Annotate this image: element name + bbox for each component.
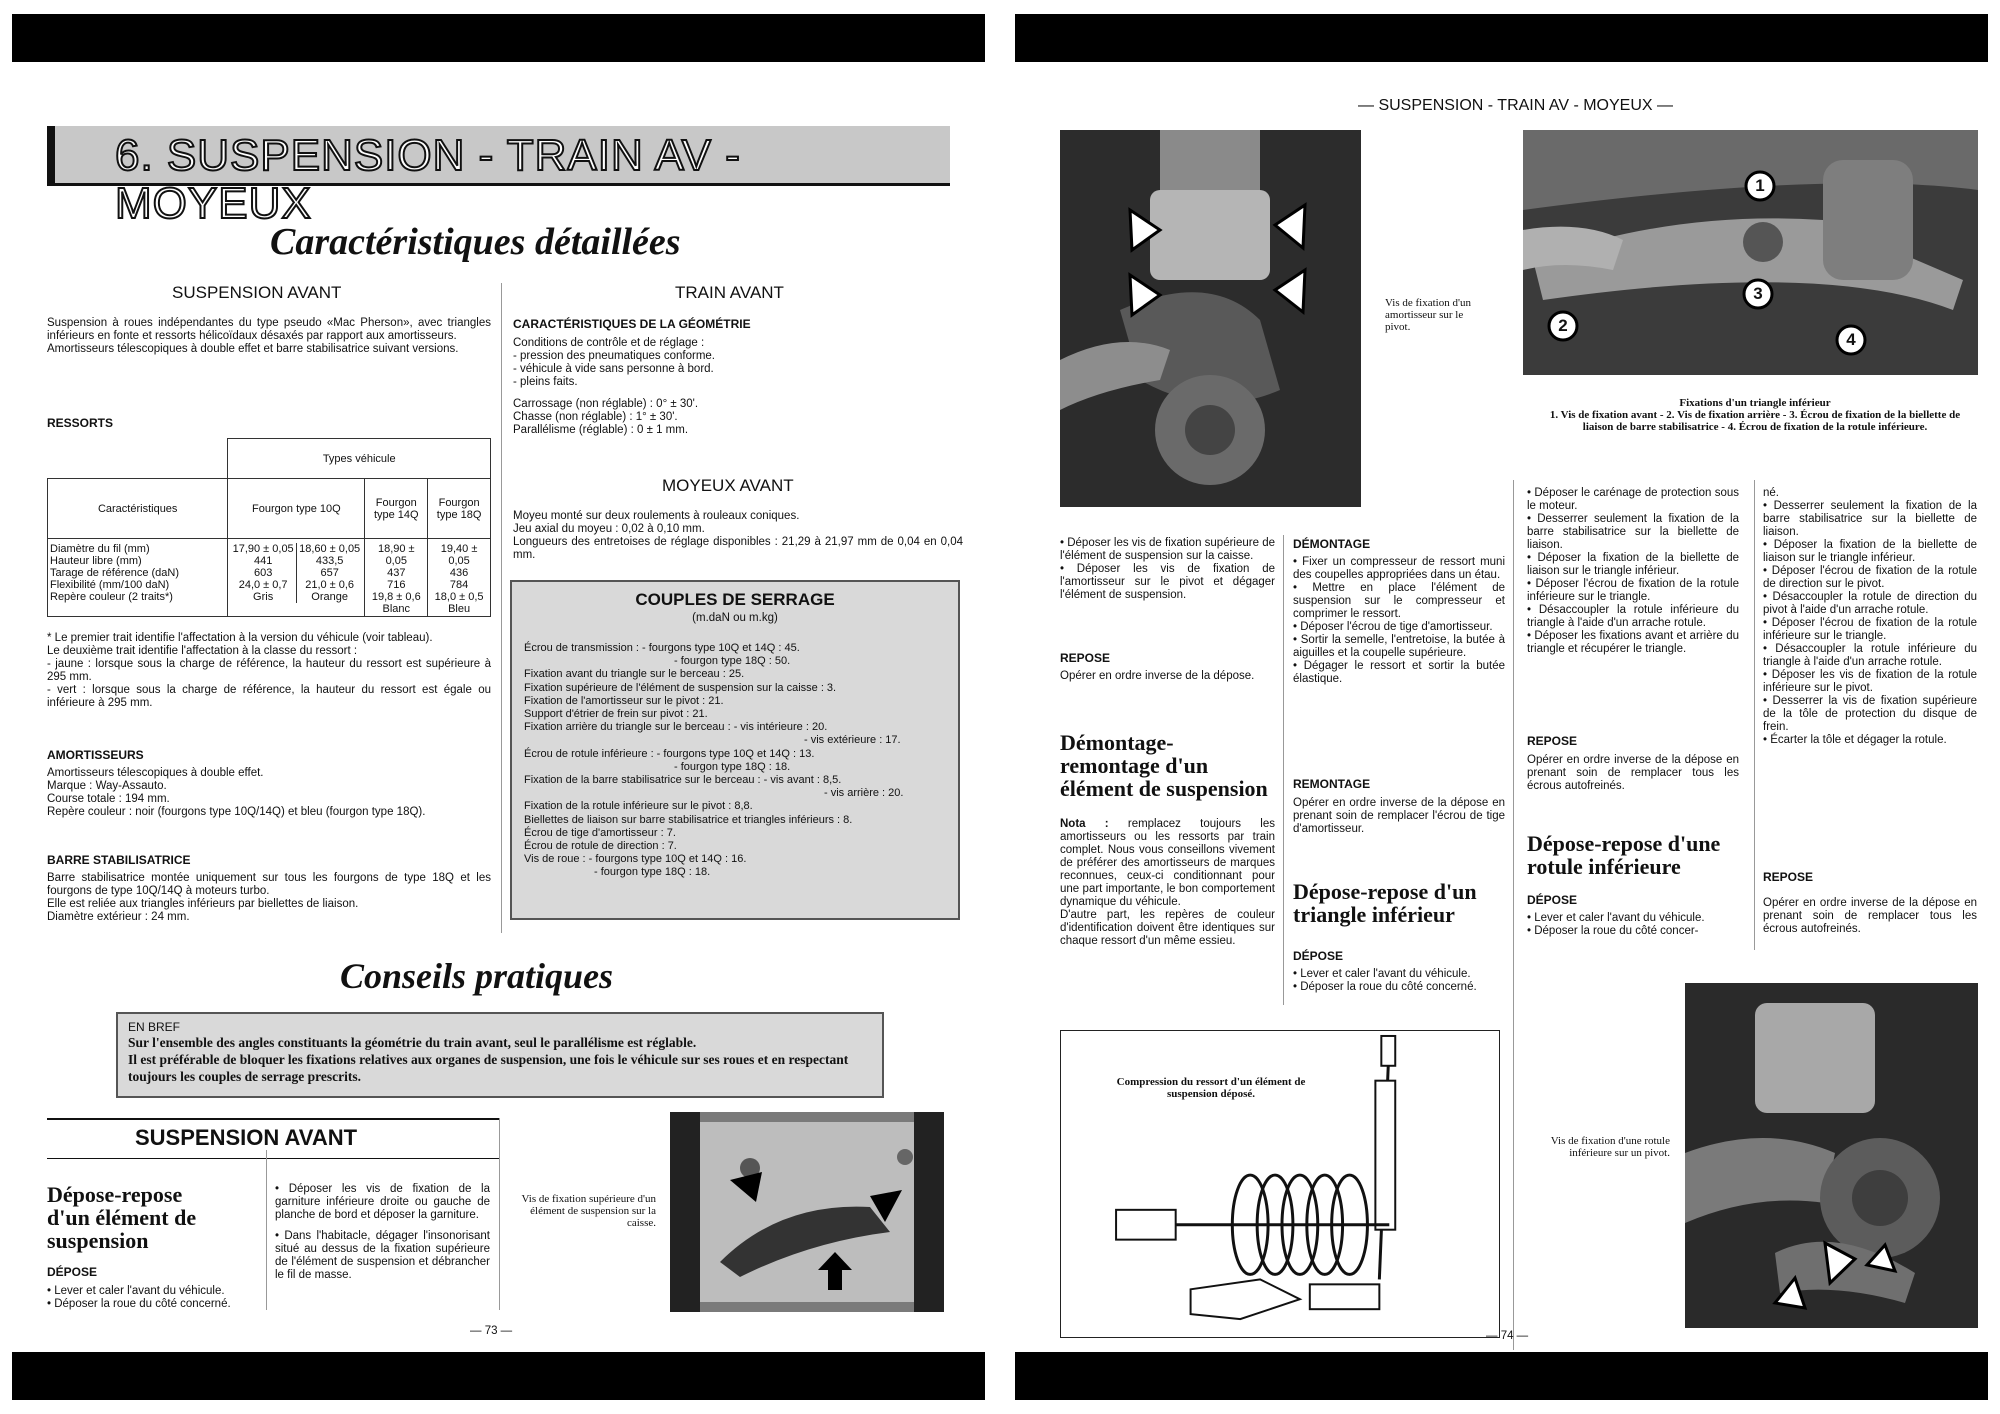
cell: 24,0 ± 0,7 bbox=[238, 579, 288, 591]
photo-rotule-illustration bbox=[1685, 983, 1978, 1328]
callout-label-4: 4 bbox=[1846, 330, 1856, 349]
column-divider-2 bbox=[266, 1150, 267, 1310]
couple-line: Écrou de rotule inférieure : - fourgons type 10Q et 14Q : 13. bbox=[524, 747, 815, 760]
couple-line: Fixation arrière du triangle sur le berceau : - vis intérieure : 20. bbox=[524, 721, 828, 734]
suspension-intro bbox=[47, 317, 491, 356]
step: né. bbox=[1763, 487, 1779, 499]
nota-text bbox=[1060, 818, 1275, 948]
step: • Déposer les vis de fixation de l'amortisseur sur le pivot et dégager l'élément de suspension. bbox=[1060, 563, 1275, 601]
geometrie-title: CARACTÉRISTIQUES DE LA GÉOMÉTRIE bbox=[513, 317, 751, 331]
triangle-depose-steps bbox=[1293, 968, 1505, 994]
intro-text-2: Amortisseurs télescopiques à double effet et barre stabilisatrice suivant versions. bbox=[47, 343, 459, 355]
cell: 18,90 ± 0,05 bbox=[377, 543, 415, 567]
step: • Déposer les fixations avant et arrière du triangle et récupérer le triangle. bbox=[1527, 630, 1739, 655]
geo-line: Conditions de contrôle et de réglage : bbox=[513, 337, 705, 349]
cell: 436 bbox=[449, 567, 469, 579]
remontage-text: Opérer en ordre inverse de la dépose en prenant soin de remplacer l'écrou de tige d'amortisseur. bbox=[1293, 797, 1505, 835]
col-18q: Fourgon type 18Q bbox=[428, 479, 491, 539]
right-col4-steps bbox=[1763, 487, 1977, 747]
step: • Lever et caler l'avant du véhicule. bbox=[1293, 968, 1471, 980]
couple-line: - vis arrière : 20. bbox=[824, 787, 904, 800]
step: • Désaccoupler la rotule inférieure du triangle à l'aide d'un arrache rotule. bbox=[1527, 604, 1739, 629]
cell: 19,8 ± 0,6 bbox=[371, 591, 421, 603]
heading-conseils: Conseils pratiques bbox=[340, 956, 614, 996]
top-black-bar-left bbox=[12, 14, 985, 62]
caption-title: Fixations d'un triangle inférieur bbox=[1679, 397, 1831, 409]
right-header: — SUSPENSION - TRAIN AV - MOYEUX — bbox=[1358, 97, 1674, 114]
demontage-steps bbox=[1293, 556, 1505, 686]
depose-label: DÉPOSE bbox=[47, 1265, 98, 1279]
chapter-banner-title: 6. SUSPENSION - TRAIN AV - MOYEUX bbox=[115, 131, 741, 228]
barre-line: Diamètre extérieur : 24 mm. bbox=[47, 911, 190, 923]
table-blank-corner bbox=[48, 439, 228, 479]
cell: 433,5 bbox=[315, 555, 344, 567]
couple-line: Fixation supérieure de l'élément de suspension sur la caisse : 3. bbox=[524, 681, 837, 694]
cell: 437 bbox=[387, 567, 406, 579]
cell: 441 bbox=[253, 555, 273, 567]
amort-line: Repère couleur : noir (fourgons type 10Q/14Q) et bleu (fourgon type 18Q). bbox=[47, 806, 426, 818]
en-bref-line1: Sur l'ensemble des angles constituants la géométrie du train avant, seul le parallélisme est réglable. bbox=[128, 1035, 697, 1050]
amort-line: Amortisseurs télescopiques à double effet. bbox=[47, 767, 264, 779]
depose-repose-element-title: Dépose-repose d'un élément de suspension bbox=[47, 1182, 197, 1253]
step: • Dans l'habitacle, dégager l'insonorisant situé au dessus de la fixation supérieure de l'élément de suspension et débrancher le fil de masse. bbox=[275, 1230, 490, 1281]
spring-compression-diagram bbox=[1060, 1030, 1500, 1338]
cell: 19,40 ± 0,05 bbox=[440, 543, 478, 567]
row-label: Diamètre du fil (mm) bbox=[50, 543, 150, 555]
demontage-label: DÉMONTAGE bbox=[1293, 537, 1371, 551]
cell: Gris bbox=[253, 591, 274, 603]
step: • Déposer la roue du côté concer- bbox=[1527, 925, 1699, 937]
photo-triangle-caption bbox=[1535, 397, 1975, 433]
couples-list bbox=[524, 642, 949, 880]
right-col3-steps bbox=[1527, 487, 1739, 656]
couple-line: Fixation avant du triangle sur le berceau : 25. bbox=[524, 668, 745, 681]
right-divider-2 bbox=[1513, 480, 1514, 1350]
top-black-bar-right bbox=[1015, 14, 1988, 62]
cell: 17,90 ± 0,05 bbox=[232, 543, 294, 555]
ressorts-table bbox=[47, 438, 491, 617]
col-18q-values bbox=[428, 539, 491, 617]
step: • Déposer l'écrou de fixation de la rotule inférieure sur le triangle. bbox=[1527, 578, 1739, 603]
couple-line: - fourgon type 18Q : 18. bbox=[594, 866, 711, 879]
step: • Desserrer seulement la fixation de la barre stabilisatrice sur la biellette de liaison. bbox=[1763, 500, 1977, 538]
intro-text: Suspension à roues indépendantes du type pseudo «Mac Pherson», avec triangles inférieurs en fonte et ressorts hélicoïdaux désaxés par rapport aux amortisseurs. bbox=[47, 317, 491, 342]
step: • Déposer la fixation de la biellette de liaison sur le triangle inférieur. bbox=[1527, 552, 1739, 577]
callout-label-1: 1 bbox=[1755, 176, 1765, 195]
heading-caracteristiques: Caractéristiques détaillées bbox=[270, 221, 681, 263]
repose-label-4: REPOSE bbox=[1763, 870, 1814, 884]
moyeux-line: Moyeu monté sur deux roulements à rouleaux coniques. bbox=[513, 510, 800, 522]
step: • Déposer l'écrou de fixation de la rotule inférieure sur le triangle. bbox=[1763, 617, 1977, 642]
column-divider bbox=[501, 283, 502, 933]
repose-text-4: Opérer en ordre inverse de la dépose en prenant soin de remplacer tous les écrous autofreinés. bbox=[1763, 897, 1977, 935]
couple-line: - fourgon type 18Q : 18. bbox=[674, 760, 791, 773]
note: Le deuxième trait identifie l'affectation à la classe du ressort : bbox=[47, 645, 358, 657]
cell: 603 bbox=[253, 567, 273, 579]
couple-line: Vis de roue : - fourgons type 10Q et 14Q : 16. bbox=[524, 853, 747, 866]
nota-paragraph-2: D'autre part, les repères de couleur d'identification doivent être identiques sur chaque ressort d'un même essieu. bbox=[1060, 909, 1275, 947]
couple-line: Fixation de la rotule inférieure sur le pivot : 8,8. bbox=[524, 800, 753, 813]
step: • Lever et caler l'avant du véhicule. bbox=[1527, 912, 1705, 924]
chapter-banner bbox=[47, 126, 950, 228]
remontage-label: REMONTAGE bbox=[1293, 777, 1371, 791]
amort-line: Course totale : 194 mm. bbox=[47, 793, 170, 805]
barre-line: Barre stabilisatrice montée uniquement sur tous les fourgons de type 18Q et les fourgons de type 10Q/14Q à moteurs turbo. bbox=[47, 872, 491, 897]
geometrie-text bbox=[513, 337, 963, 437]
step: • Desserrer la vis de fixation supérieure de la tôle de protection du disque de frein. bbox=[1763, 695, 1977, 733]
moyeux-avant-title: MOYEUX AVANT bbox=[662, 476, 794, 495]
suspension-avant-title-2: SUSPENSION AVANT bbox=[135, 1125, 358, 1150]
middle-steps bbox=[275, 1183, 490, 1282]
right-divider-3 bbox=[1754, 480, 1755, 950]
step: • Déposer la roue du côté concerné. bbox=[1293, 981, 1477, 993]
callout-label-2: 2 bbox=[1558, 316, 1568, 335]
cell: 18,0 ± 0,5 bbox=[434, 591, 484, 603]
couple-line: - vis extérieure : 17. bbox=[804, 734, 901, 747]
geo-line: - pleins faits. bbox=[513, 376, 578, 388]
row-labels-cell bbox=[48, 539, 228, 617]
col-10q-values bbox=[228, 539, 365, 617]
cell: 716 bbox=[387, 579, 406, 591]
step: • Déposer l'écrou de tige d'amortisseur. bbox=[1293, 621, 1493, 633]
repose-text-3: Opérer en ordre inverse de la dépose en prenant soin de remplacer tous les écrous autofreinés. bbox=[1527, 754, 1739, 792]
step: • Fixer un compresseur de ressort muni des coupelles appropriées dans un étau. bbox=[1293, 556, 1505, 581]
couple-line: Biellettes de liaison sur barre stabilisatrice et triangles inférieurs : 8. bbox=[524, 813, 853, 826]
right-divider-1 bbox=[1283, 535, 1284, 1005]
cell: Bleu bbox=[448, 603, 471, 615]
geo-line: Chasse (non réglable) : 1° ± 30'. bbox=[513, 411, 678, 423]
rotule-depose-steps bbox=[1527, 912, 1739, 938]
cell: 18,60 ± 0,05 bbox=[299, 543, 361, 555]
depose-steps bbox=[47, 1285, 262, 1311]
bottom-black-bar-right bbox=[1015, 1352, 1988, 1400]
col-14q: Fourgon type 14Q bbox=[365, 479, 428, 539]
demontage-title: Démontage-remontage d'un élément de suspension bbox=[1060, 730, 1268, 801]
note: - jaune : lorsque sous la charge de référence, la hauteur du ressort est supérieure à 295 mm. bbox=[47, 658, 491, 683]
photo-amortisseur-pivot bbox=[1060, 130, 1361, 507]
caption-text: 1. Vis de fixation avant - 2. Vis de fixation arrière - 3. Écrou de fixation de la biellette de liaison de barre stabilisatrice - 4. Écrou de fixation de la rotule inférieure. bbox=[1549, 409, 1961, 433]
photo-upper-fixation bbox=[670, 1112, 944, 1312]
col-caracteristiques: Caractéristiques bbox=[48, 479, 228, 539]
section-rule-bottom bbox=[47, 1158, 499, 1159]
couple-line: Écrou de transmission : - fourgons type 10Q et 14Q : 45. bbox=[524, 642, 800, 654]
couple-line: Écrou de tige d'amortisseur : 7. bbox=[524, 826, 676, 839]
triangle-title: Dépose-repose d'un triangle inférieur bbox=[1293, 879, 1477, 927]
geo-line: Carrossage (non réglable) : 0° ± 30'. bbox=[513, 398, 699, 410]
step: • Desserrer seulement la fixation de la barre stabilisatrice sur la biellette de liaison. bbox=[1527, 513, 1739, 551]
col-14q-values bbox=[365, 539, 428, 617]
barre-line: Elle est reliée aux triangles inférieurs par biellettes de liaison. bbox=[47, 898, 359, 910]
page-number-left: — 73 — bbox=[470, 1325, 513, 1337]
row-label: Hauteur libre (mm) bbox=[50, 555, 142, 567]
step: • Déposer le carénage de protection sous le moteur. bbox=[1527, 487, 1739, 512]
diagram-caption: Compression du ressort d'un élément de suspension déposé. bbox=[1116, 1076, 1306, 1100]
step: • Sortir la semelle, l'entretoise, la butée à aiguilles et la coupelle supérieure. bbox=[1293, 634, 1505, 659]
page-number-right: — 74 — bbox=[1486, 1330, 1529, 1342]
ressorts-title: RESSORTS bbox=[47, 416, 114, 430]
moyeux-line: Jeu axial du moyeu : 0,02 à 0,10 mm. bbox=[513, 523, 705, 535]
cell: Orange bbox=[311, 591, 348, 603]
types-header: Types véhicule bbox=[228, 439, 491, 479]
depose-label-2: DÉPOSE bbox=[1293, 949, 1344, 963]
suspension-avant-title: SUSPENSION AVANT bbox=[172, 283, 342, 302]
barre-title: BARRE STABILISATRICE bbox=[47, 853, 191, 867]
repose-label-3: REPOSE bbox=[1527, 734, 1578, 748]
nota-label: Nota : bbox=[1060, 818, 1109, 830]
step: • Déposer la fixation de la biellette de liaison sur le triangle inférieur. bbox=[1763, 539, 1977, 564]
photo-caption-left: Vis de fixation supérieure d'un élément de suspension sur la caisse. bbox=[521, 1193, 656, 1229]
step: • Déposer l'écrou de fixation de la rotule de direction sur le pivot. bbox=[1763, 565, 1977, 590]
depose-label-3: DÉPOSE bbox=[1527, 893, 1578, 907]
step: • Écarter la tôle et dégager la rotule. bbox=[1763, 734, 1947, 746]
nota-body: remplacez toujours les amortisseurs ou les ressorts par train complet. Nous vous conseillons vivement de préférer des amortisseurs de marques reconnues, ceux-ci conditionnant pour une part importante, le bon comportement dynamique du véhicule. bbox=[1060, 818, 1275, 908]
callout-label-3: 3 bbox=[1753, 284, 1763, 303]
train-avant-title: TRAIN AVANT bbox=[675, 283, 784, 302]
couple-line: Fixation de l'amortisseur sur le pivot : 21. bbox=[524, 694, 724, 707]
step: • Désaccoupler la rotule de direction du pivot à l'aide d'un arrache rotule. bbox=[1763, 591, 1977, 616]
geo-line: Parallélisme (réglable) : 0 ± 1 mm. bbox=[513, 424, 689, 436]
note: * Le premier trait identifie l'affectation à la version du véhicule (voir tableau). bbox=[47, 632, 433, 644]
step: • Mettre en place l'élément de suspension sur le compresseur et comprimer le ressort. bbox=[1293, 582, 1505, 620]
step: • Déposer les vis de fixation de la rotule inférieure sur le pivot. bbox=[1763, 669, 1977, 694]
repose-label-1: REPOSE bbox=[1060, 651, 1111, 665]
photo-rotule-pivot bbox=[1685, 983, 1978, 1328]
amortisseurs-title: AMORTISSEURS bbox=[47, 748, 144, 762]
row-label: Flexibilité (mm/100 daN) bbox=[50, 579, 170, 591]
couple-line: Support d'étrier de frein sur pivot : 21. bbox=[524, 708, 708, 721]
en-bref-title: EN BREF bbox=[128, 1020, 181, 1034]
photo-triangle-inferieur bbox=[1523, 130, 1978, 375]
step: • Désaccoupler la rotule inférieure du triangle à l'aide d'un arrache rotule. bbox=[1763, 643, 1977, 668]
step: • Déposer les vis de fixation de la garniture inférieure droite ou gauche de planche de bord et déposer la garniture. bbox=[275, 1183, 490, 1221]
column-divider-3 bbox=[499, 1118, 500, 1310]
step: • Déposer les vis de fixation supérieure de l'élément de suspension sur la caisse. bbox=[1060, 537, 1275, 562]
cell: Blanc bbox=[382, 603, 411, 615]
repose-text-1: Opérer en ordre inverse de la dépose. bbox=[1060, 670, 1255, 682]
couple-line: Fixation de la barre stabilisatrice sur le berceau : - vis avant : 8,5. bbox=[524, 774, 842, 787]
col-10q: Fourgon type 10Q bbox=[228, 479, 365, 539]
cell: 21,0 ± 0,6 bbox=[305, 579, 355, 591]
right-col1-intro bbox=[1060, 537, 1275, 602]
couple-line: Écrou de rotule de direction : 7. bbox=[524, 840, 677, 853]
step: • Dégager le ressort et sortir la butée élastique. bbox=[1293, 660, 1505, 685]
couple-line: - fourgon type 18Q : 50. bbox=[674, 655, 791, 668]
bottom-black-bar-left bbox=[12, 1352, 985, 1400]
row-label: Tarage de référence (daN) bbox=[50, 567, 180, 579]
cell: 784 bbox=[449, 579, 469, 591]
section-rule-top bbox=[47, 1118, 499, 1120]
note: - vert : lorsque sous la charge de référence, la hauteur du ressort est égale ou inférieure à 295 mm. bbox=[47, 684, 491, 709]
photo-caption-amortisseur: Vis de fixation d'un amortisseur sur le pivot. bbox=[1385, 297, 1471, 333]
en-bref-box bbox=[116, 1012, 884, 1098]
couples-title: COUPLES DE SERRAGE bbox=[635, 590, 835, 609]
photo-amortisseur-illustration bbox=[1060, 130, 1361, 507]
rotule-title: Dépose-repose d'une rotule inférieure bbox=[1527, 831, 1721, 879]
couples-unit: (m.daN ou m.kg) bbox=[692, 612, 778, 624]
photo-triangle-illustration bbox=[1523, 130, 1978, 375]
ressorts-notes bbox=[47, 632, 491, 710]
photo-caption-rotule: Vis de fixation d'une rotule inférieure sur un pivot. bbox=[1550, 1135, 1670, 1159]
barre-text bbox=[47, 872, 491, 924]
moyeux-text bbox=[513, 510, 963, 562]
geo-line: - véhicule à vide sans personne à bord. bbox=[513, 363, 714, 375]
couples-box bbox=[510, 580, 960, 920]
cell: 657 bbox=[320, 567, 339, 579]
amortisseurs-text bbox=[47, 767, 491, 819]
nota-paragraph bbox=[1060, 818, 1275, 909]
row-label: Repère couleur (2 traits*) bbox=[50, 591, 173, 603]
amort-line: Marque : Way-Assauto. bbox=[47, 780, 167, 792]
moyeux-line: Longueurs des entretoises de réglage disponibles : 21,29 à 21,97 mm de 0,04 en 0,04 mm. bbox=[513, 536, 963, 561]
step: • Lever et caler l'avant du véhicule. bbox=[47, 1285, 225, 1297]
photo-upper-fixation-illustration bbox=[670, 1112, 944, 1312]
step: • Déposer la roue du côté concerné. bbox=[47, 1298, 231, 1310]
en-bref-line2: Il est préférable de bloquer les fixations relatives aux organes de suspension, une fois le véhicule sur ses roues et en respectant toujours les couples de serrage prescrits. bbox=[128, 1052, 849, 1084]
geo-line: - pression des pneumatiques conforme. bbox=[513, 350, 715, 362]
